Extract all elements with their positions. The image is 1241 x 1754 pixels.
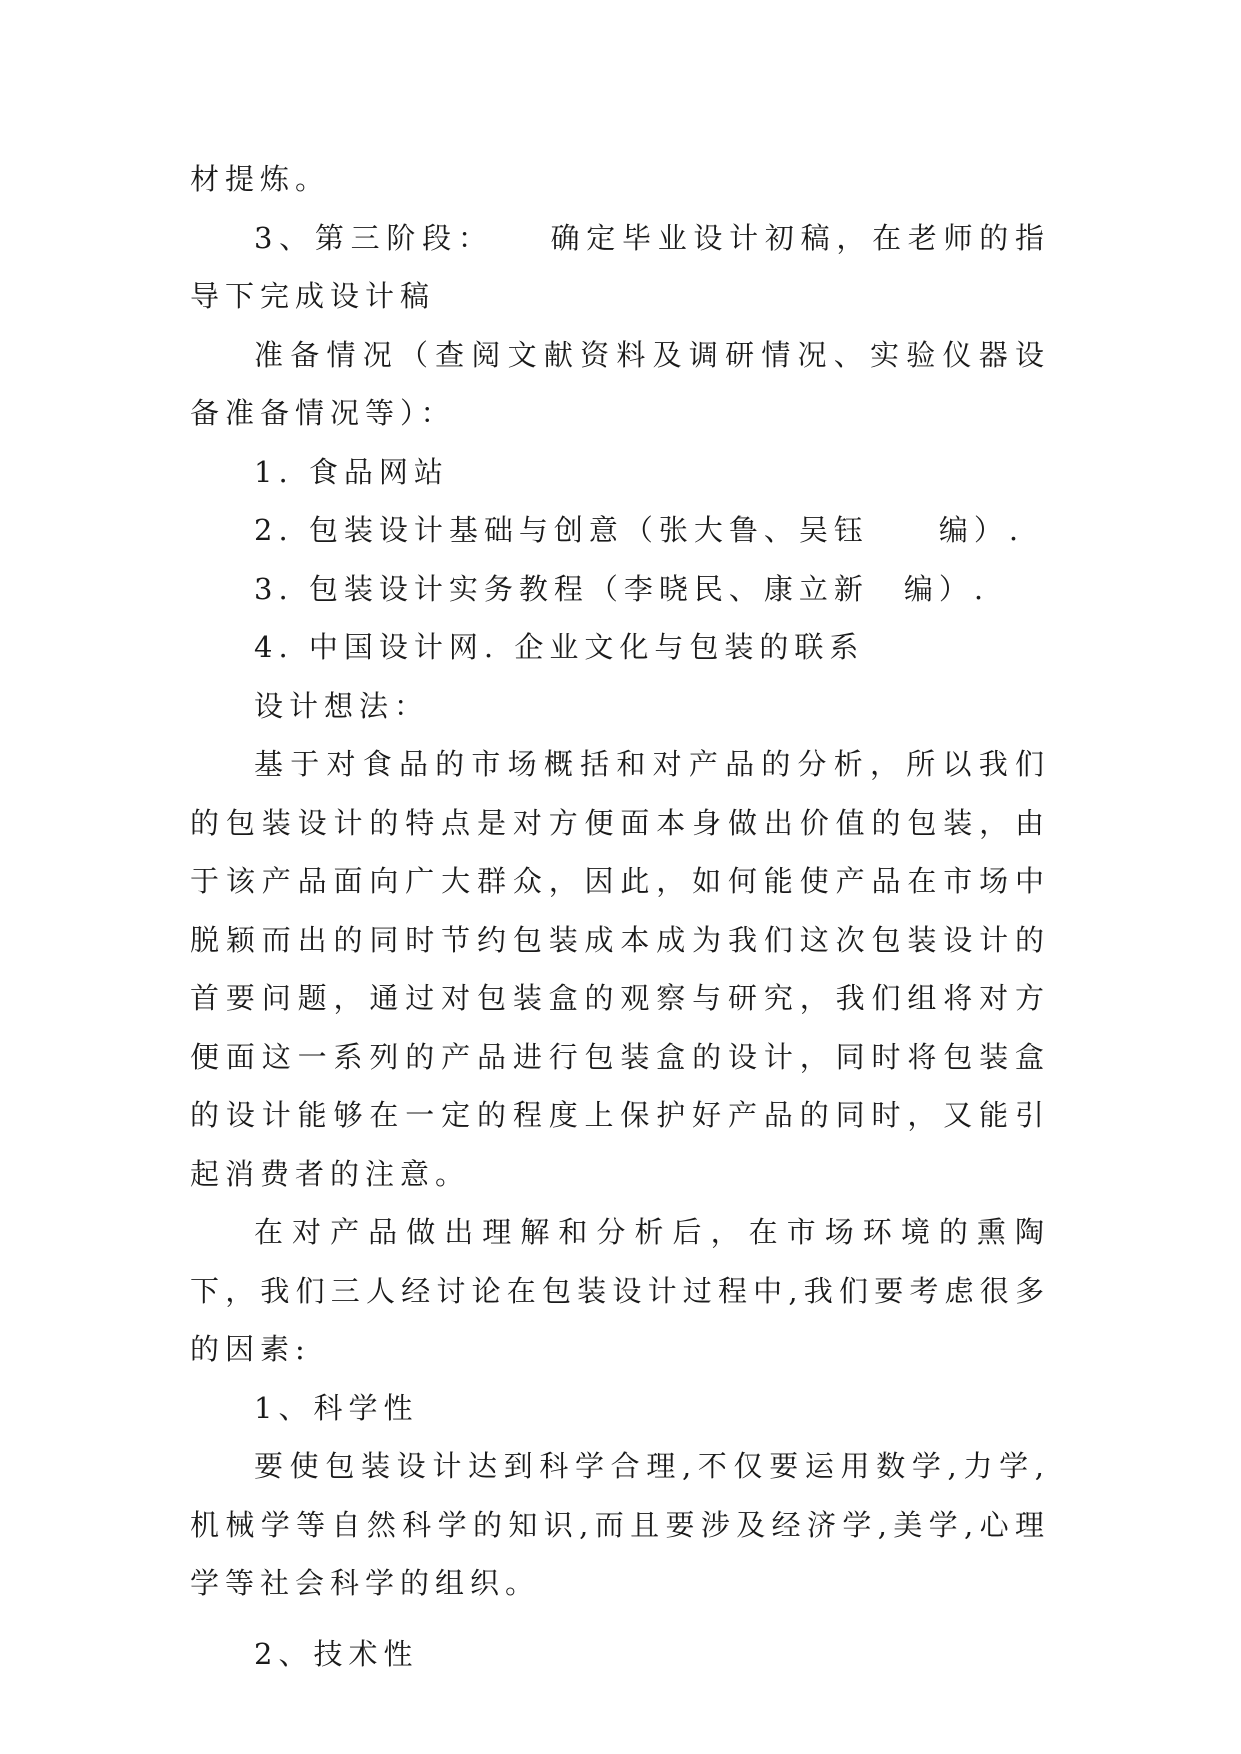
factor-heading-technical: 2、技术性 xyxy=(254,1636,419,1671)
paragraph-analysis-factors: 在对产品做出理解和分析后，在市场环境的熏陶下，我们三人经讨论在包装设计过程中,我们要考虑很多的因素: xyxy=(190,1215,1050,1366)
paragraph-stage-three: 3、第三阶段： 确定毕业设计初稿，在老师的指导下完成设计稿 xyxy=(190,220,1050,313)
paragraph-preparation-heading: 准备情况（查阅文献资料及调研情况、实验仪器设备准备情况等）： xyxy=(190,337,1050,430)
reference-item-4: 4. 中国设计网. 企业文化与包装的联系 xyxy=(254,630,865,664)
paragraph-material-refine: 材提炼。 xyxy=(190,162,331,196)
paragraph-scientific-body: 要使包装设计达到科学合理,不仅要运用数学,力学,机械学等自然科学的知识,而且要涉及经济学,美学,心理学等社会科学的组织。 xyxy=(190,1449,1050,1600)
paragraph-design-idea-heading: 设计想法： xyxy=(254,688,430,723)
document-body xyxy=(190,150,1050,1683)
factor-heading-scientific: 1、科学性 xyxy=(254,1390,419,1425)
reference-item-2: 2. 包装设计基础与创意（张大鲁、吴钰 编）. xyxy=(254,513,1025,547)
reference-item-1: 1. 食品网站 xyxy=(254,454,449,489)
paragraph-design-idea-body: 基于对食品的市场概括和对产品的分析，所以我们的包装设计的特点是对方便面本身做出价值的包装，由于该产品面向广大群众，因此，如何能使产品在市场中脱颖而出的同时节约包装成本成为我们这次包装设计的首要问题，通过对包装盒的观察与研究，我们组将对方便面这一系列的产品进行包装盒的设计，同时将包装盒的设计能够在一定的程度上保护好产品的同时，又能引起消费者的注意。 xyxy=(190,747,1050,1191)
reference-item-3: 3. 包装设计实务教程（李晓民、康立新 编）. xyxy=(254,571,990,606)
